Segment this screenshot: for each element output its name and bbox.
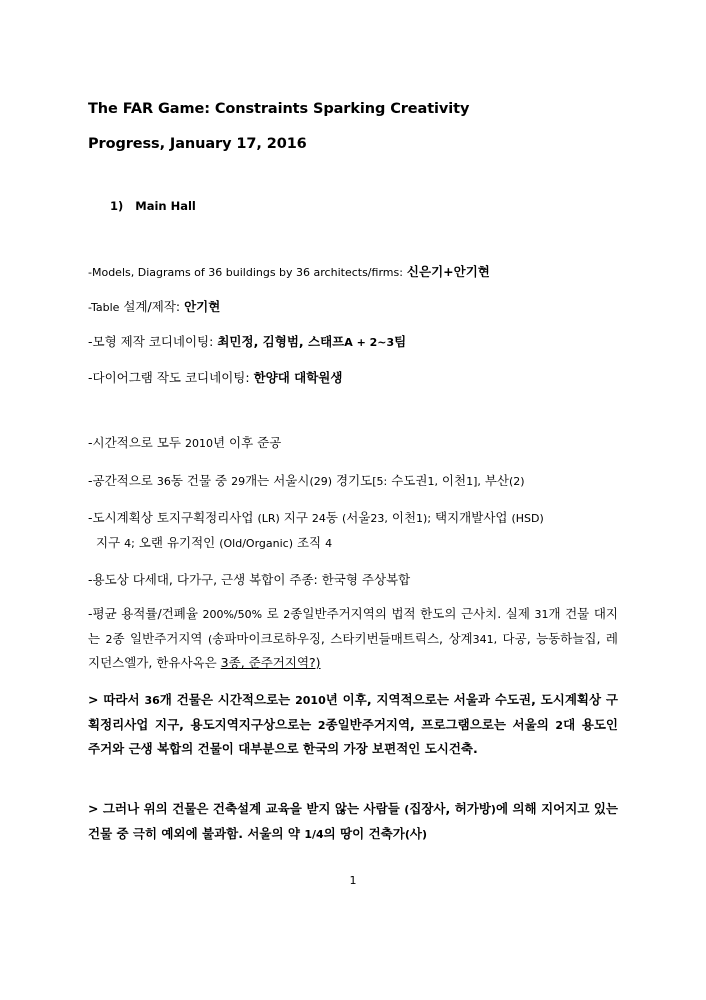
avg-k: 송파마이크로하우징, 스타키번들매트릭스, 상계 (212, 630, 473, 646)
up-2c: 오랜 유기적인 (134, 534, 220, 550)
avg-c: 로 (262, 606, 284, 621)
up-1g: 서울 (346, 510, 371, 525)
space-l: 1], (466, 475, 481, 488)
space-line (88, 471, 525, 489)
time-text-a: -시간적으로 모두 (88, 435, 185, 450)
space-i: 수도권 (387, 473, 428, 488)
space-j: 1, (427, 475, 438, 488)
model-coord-names-a: 최민정, 김형범, 스태프 (217, 334, 345, 349)
urban-plan-line2 (88, 531, 618, 556)
diagram-coordination-line (88, 368, 342, 386)
c2-a: > 그러나 위의 건물은 건축설계 교육을 받지 않는 사람들 (88, 801, 405, 816)
average-paragraph (88, 602, 618, 675)
c2-c: 집장사, 허가방 (409, 801, 491, 816)
models-line (88, 262, 490, 280)
c2-h: ( (404, 827, 410, 841)
time-text-c: 년 이후 준공 (212, 435, 282, 450)
up-1i: 이천 (387, 510, 417, 525)
up-1k: 택지개발사업 (431, 510, 512, 525)
c1-e: 년 이후, 지역적으로는 서울과 수도권, 도시계획상 구획정리사업 지구, 용도지역지구상으로는 (88, 692, 619, 732)
c2-b: ( (404, 803, 410, 816)
up-1b: (LR) (257, 512, 280, 525)
document-title: The FAR Game: Constraints Sparking Creativity (88, 101, 470, 117)
avg-i: 종 일반주거지역 (112, 630, 208, 646)
space-c: 동 건물 중 (170, 473, 232, 488)
section-number: 1) (110, 199, 124, 213)
avg-l: 341, (472, 632, 498, 646)
space-n: (2) (509, 475, 525, 488)
urban-plan-line1 (88, 510, 544, 525)
up-2b: 4; (124, 536, 135, 550)
c1-a: > 따라서 (88, 692, 145, 707)
table-prefix-b: 설계/제작: (119, 299, 181, 314)
space-a: -공간적으로 (88, 473, 157, 488)
table-names: 안기현 (184, 299, 221, 314)
avg-e: 종일반주거지역의 법적 한도의 근사치. 실제 (290, 606, 535, 621)
page-number: 1 (349, 874, 357, 887)
time-line (88, 433, 281, 451)
model-coord-names-b: A + 2~3 (344, 336, 395, 349)
avg-g: 개 건물 대지는 (88, 606, 618, 646)
up-1j: 1); (416, 512, 432, 525)
use-line: -용도상 다세대, 다가구, 근생 복합이 주종: 한국형 주상복합 (88, 572, 411, 587)
table-prefix-a: -Table (88, 301, 120, 314)
avg-b: 200%/50% (202, 608, 263, 621)
avg-h: 2 (105, 632, 113, 646)
c1-f: 2 (317, 718, 326, 732)
up-2f: 4 (325, 536, 333, 550)
progress-date: Progress, January 17, 2016 (88, 136, 307, 152)
space-d: 29 (231, 475, 246, 488)
table-line (88, 297, 220, 315)
up-1l: (HSD) (511, 512, 544, 525)
urban-plan-paragraph (88, 506, 618, 555)
section-label: Main Hall (135, 199, 196, 213)
space-m: 부산 (480, 473, 509, 488)
section-heading (110, 199, 196, 213)
time-year: 2010 (184, 437, 213, 450)
model-coordination-line (88, 332, 406, 350)
avg-d: 2 (283, 608, 291, 621)
conclusion-paragraph-2 (88, 797, 618, 846)
conclusion-paragraph-1 (88, 688, 618, 761)
up-1e: 동 (325, 510, 342, 525)
c1-i: 대 용도인 주거와 근생 복합의 건물이 대부분으로 한국의 가장 보편적인 도시건축. (88, 716, 618, 756)
c1-g: 종일반주거지역, 프로그램으로는 서울의 (325, 716, 556, 732)
up-1c: 지구 (279, 510, 312, 525)
avg-n-underlined: 3종, 준주거지역?) (220, 655, 321, 670)
avg-j: ( (207, 632, 213, 646)
c1-c: 개 건물은 시간적으로는 (159, 692, 296, 707)
models-prefix: -Models, Diagrams of 36 buildings by 36 architects/firms: (88, 266, 403, 279)
space-h: [5: (372, 475, 388, 488)
space-e: 개는 서울시 (245, 473, 310, 488)
diagram-names: 한양대 대학원생 (253, 370, 343, 385)
c2-e: 에 의해 지어지고 있는 건물 중 극히 예외에 불과함. 서울의 약 (88, 801, 618, 841)
c1-h: 2 (555, 718, 564, 732)
model-coord-prefix: -모형 제작 코디네이팅: (88, 334, 214, 349)
c1-b: 36 (144, 694, 160, 707)
up-2a: 지구 (96, 534, 125, 550)
c2-j: ) (421, 827, 427, 841)
space-k: 이천 (437, 473, 467, 488)
c2-i: 사 (409, 825, 422, 841)
up-1a: -도시계획상 토지구획정리사업 (88, 510, 258, 525)
up-2d: (Old/Organic) (219, 536, 293, 550)
models-names: 신은기+안기현 (406, 264, 490, 279)
space-g: 경기도 (332, 473, 373, 488)
up-1f: ( (341, 512, 347, 525)
model-coord-names-c: 팀 (394, 334, 407, 349)
c2-f: 1/4 (304, 827, 324, 841)
avg-m: 다공, 능동하늘집, 레지던스엘가, 한유사옥은 (88, 630, 618, 670)
diagram-prefix: -다이어그램 작도 코디네이팅: (88, 370, 250, 385)
c1-d: 2010 (295, 694, 326, 707)
up-1d: 24 (311, 512, 326, 525)
c2-g: 의 땅이 건축가 (323, 825, 405, 841)
c2-d: ) (490, 803, 496, 816)
avg-a: -평균 용적률/건폐율 (88, 606, 203, 621)
up-2e: 조직 (293, 534, 326, 550)
space-b: 36 (156, 475, 171, 488)
space-f: (29) (309, 475, 333, 488)
avg-f: 31 (534, 608, 549, 621)
up-1h: 23, (370, 512, 388, 525)
